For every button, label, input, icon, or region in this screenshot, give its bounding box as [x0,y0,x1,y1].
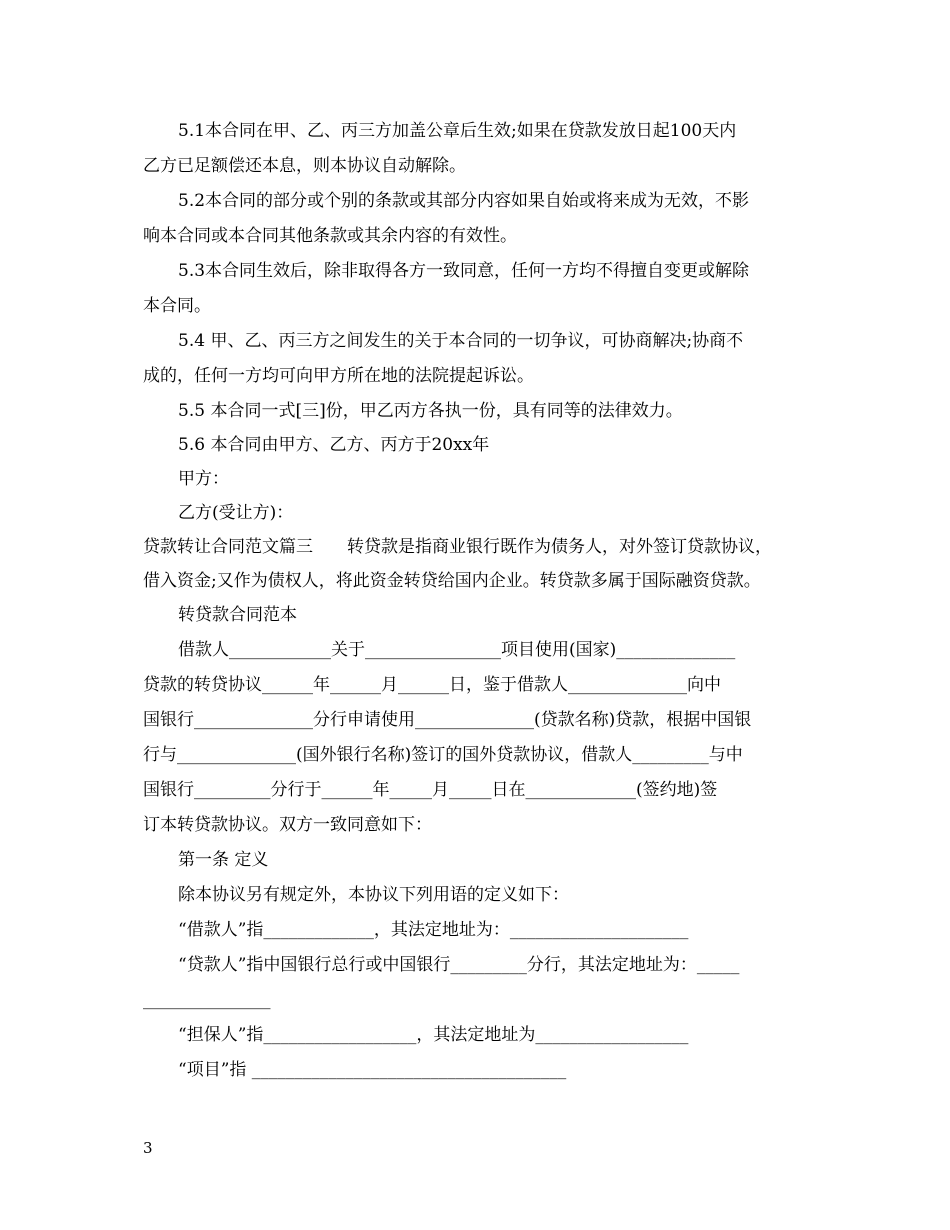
text-line-11: 甲方： [178,469,229,489]
text-line-8: 成的，任何一方均可向甲方所在地的法院提起诉讼。 [143,366,534,386]
text-line-1: 5.1本合同在甲、乙、丙三方加盖公章后生效;如果在贷款发放日起100天内 [178,121,737,141]
text-line-6: 本合同。 [143,296,211,316]
text-line-7: 5.4 甲、乙、丙三方之间发生的关于本合同的一切争议，可协商解决;协商不 [178,331,744,351]
text-line-27: “担保人”指__________________，其法定地址为__________________ [178,1025,689,1045]
text-line-17: 贷款的转贷协议______年______月______日，鉴于借款人______________向中 [143,675,721,695]
text-line-23: 除本协议另有规定外，本协议下列用语的定义如下： [178,885,569,905]
text-line-5: 5.3本合同生效后，除非取得各方一致同意，任何一方均不得擅自变更或解除 [178,261,750,281]
text-line-2: 乙方已足额偿还本息，则本协议自动解除。 [143,156,466,176]
text-line-9: 5.5 本合同一式[三]份，甲乙丙方各执一份，具有同等的法律效力。 [178,401,683,421]
text-line-28: “项目”指 _____________________________________ [178,1060,567,1080]
text-line-15: 转贷款合同范本 [178,605,297,625]
text-line-12: 乙方(受让方)： [178,503,294,523]
text-line-26: _______________ [143,990,271,1010]
text-line-16: 借款人____________关于________________项目使用(国家)______________ [178,640,736,660]
text-line-19: 行与______________(国外银行名称)签订的国外贷款协议，借款人_________与中 [143,745,743,765]
text-line-4: 响本合同或本合同其他条款或其余内容的有效性。 [143,226,517,246]
text-line-18: 国银行______________分行申请使用______________(贷款名称)贷款，根据中国银 [143,710,752,730]
text-line-10: 5.6 本合同由甲方、乙方、丙方于20xx年 [178,435,490,455]
page-number: 3 [143,1139,153,1157]
text-line-13: 贷款转让合同范文篇三 转贷款是指商业银行既作为债务人，对外签订贷款协议， [143,537,772,557]
text-line-21: 订本转贷款协议。双方一致同意如下： [143,815,432,835]
text-line-3: 5.2本合同的部分或个别的条款或其部分内容如果自始或将来成为无效，不影 [178,191,750,211]
text-line-24: “借款人”指_____________，其法定地址为：_____________________ [178,920,689,940]
text-line-22: 第一条 定义 [178,850,269,870]
text-line-20: 国银行_________分行于______年_____月_____日在_____________(签约地)签 [143,780,718,800]
text-line-25: “贷款人”指中国银行总行或中国银行_________分行，其法定地址为：_____ [178,955,740,975]
text-line-14: 借入资金;又作为债权人，将此资金转贷给国内企业。转贷款多属于国际融资贷款。 [143,571,761,591]
